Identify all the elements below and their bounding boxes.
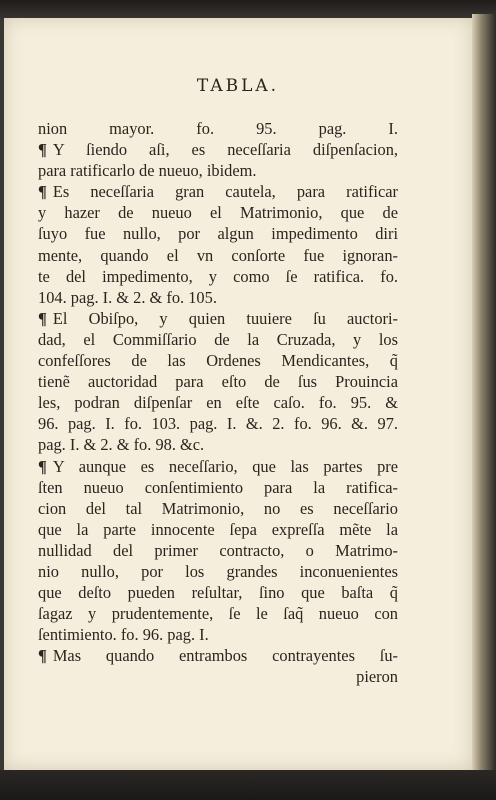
paragraph-mark-icon: ¶ [38,646,47,666]
text-line: ¶ Y aunque es neceſſario, que las partes pre [38,456,398,476]
text-line: ſagaz y prudentemente, ſe le ſaq̃ nueuo con [38,604,398,624]
paragraph-mark-icon: ¶ [38,182,47,202]
text-line: ſten nueuo conſentimiento para la ratifica- [38,477,398,497]
text-line: 104. pag. I. & 2. & fo. 105. [38,287,217,307]
text-line: te del impedimento, y como ſe ratifica. fo. [38,266,398,286]
text-line: para ratificarlo de nueuo, ibidem. [38,161,257,181]
text-line: ſentimiento. fo. 96. pag. I. [38,625,209,645]
catchword: pieron [356,667,398,687]
text-line: tienẽ auctoridad para eſto de ſus Prouincia [38,372,398,392]
paragraph-mark-icon: ¶ [38,140,47,160]
page-title: TABLA. [196,76,280,96]
text-line: que la parte innocente ſepa expreſſa mẽte la [38,519,398,539]
paragraph-mark-icon: ¶ [38,456,47,476]
text-line: pag. I. & 2. & fo. 98. &c. [38,435,205,455]
text-line: nullidad del primer contracto, o Matrimo- [38,540,398,560]
text-line: mente, quando el vn conſorte fue ignoran- [38,245,398,265]
text-line: nio nullo, por los grandes inconuenientes [38,561,398,581]
text-body [38,118,398,688]
text-line: que deſto pueden reſultar, ſino que baſta q̃ [38,583,398,603]
text-line: ¶ El Obiſpo, y quien tuuiere ſu auctori- [38,308,398,328]
bottom-shadow [0,770,496,800]
paragraph-mark-icon: ¶ [38,308,47,328]
text-line: confeſſores de las Ordenes Mendicantes, q̃ [38,351,398,371]
text-line: ¶ Es neceſſaria gran cautela, para ratificar [38,182,398,202]
book-page [4,18,472,770]
text-line: cion del tal Matrimonio, no es neceſſario [38,498,398,518]
text-line: 96. pag. I. fo. 103. pag. I. &. 2. fo. 96. &. 97. [38,414,398,434]
text-line: ¶ Mas quando entrambos contrayentes ſu- [38,646,398,666]
top-shadow [0,0,496,20]
text-line: ſuyo fue nullo, por algun impedimento diri [38,224,398,244]
text-line: les, podran diſpenſar en eſte caſo. fo. 95. & [38,393,398,413]
page-edge [472,14,496,774]
text-line: y hazer de nueuo el Matrimonio, que de [38,203,398,223]
text-line: nion mayor. fo. 95. pag. I. [38,119,398,138]
text-line: ¶ Y ſiendo aſi, es neceſſaria diſpenſacion, [38,140,398,160]
text-line: dad, el Commiſſario de la Cruzada, y los [38,329,398,349]
